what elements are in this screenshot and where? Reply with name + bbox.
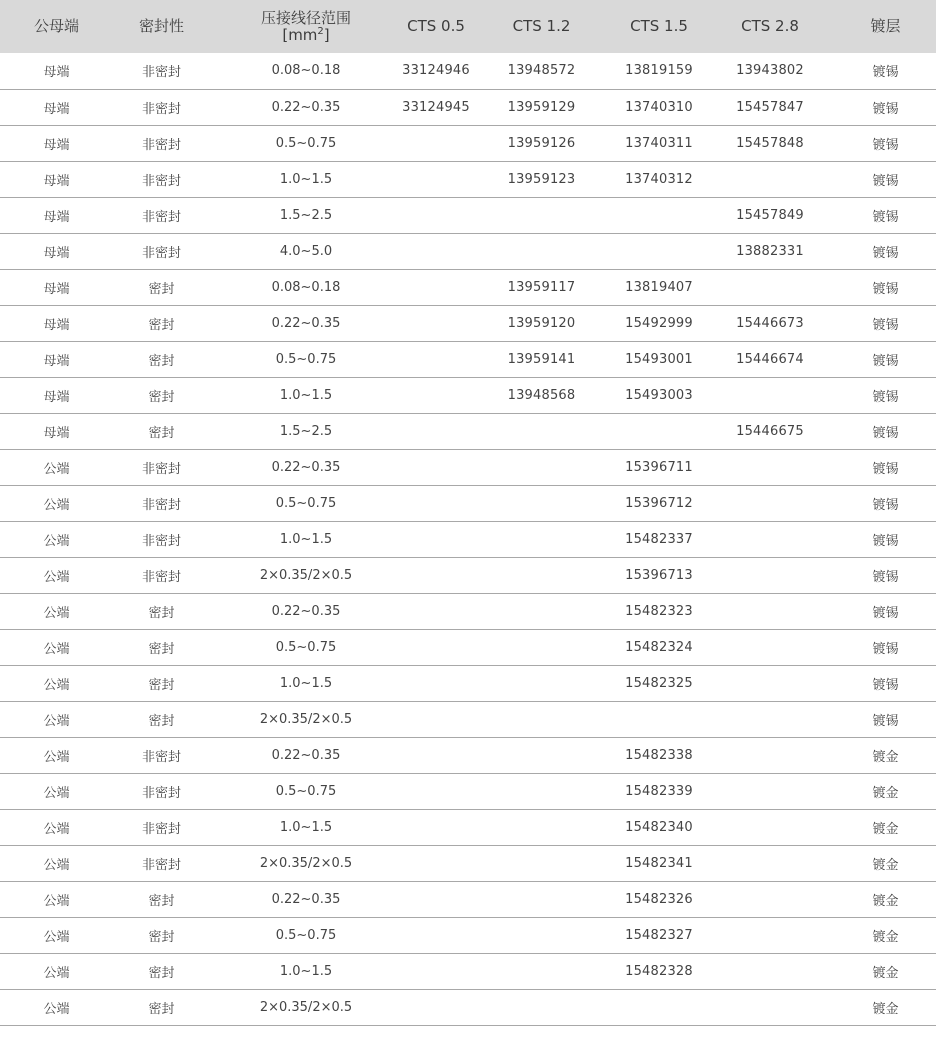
cell-cts-2-8 <box>705 953 835 989</box>
header-crimp-range-label: 压接线径范围 <box>260 8 351 27</box>
table-row <box>0 233 936 269</box>
cell-plating: 镀锡 <box>835 89 936 125</box>
cell-sealing: 非密封 <box>113 809 210 845</box>
cell-gender: 公端 <box>0 917 113 953</box>
cell-plating: 镀锡 <box>835 269 936 305</box>
cell-cts-1-5: 15482340 <box>613 809 705 845</box>
cell-plating: 镀锡 <box>835 53 936 89</box>
cell-cts-0-5 <box>402 485 470 521</box>
cell-gender: 公端 <box>0 737 113 773</box>
cell-crimp-range: 1.0~1.5 <box>210 953 402 989</box>
cell-gender: 母端 <box>0 305 113 341</box>
cell-cts-1-2 <box>470 593 613 629</box>
cell-cts-1-5: 15396713 <box>613 557 705 593</box>
cell-cts-1-2 <box>470 989 613 1025</box>
cell-cts-1-5: 15482323 <box>613 593 705 629</box>
cell-crimp-range: 1.0~1.5 <box>210 521 402 557</box>
cell-cts-1-5: 15482341 <box>613 845 705 881</box>
cell-sealing: 密封 <box>113 305 210 341</box>
table-row <box>0 269 936 305</box>
cell-cts-1-5: 13740312 <box>613 161 705 197</box>
cell-crimp-range: 0.22~0.35 <box>210 881 402 917</box>
cell-plating: 镀锡 <box>835 521 936 557</box>
cell-crimp-range: 0.5~0.75 <box>210 341 402 377</box>
cell-plating: 镀金 <box>835 881 936 917</box>
cell-crimp-range: 2×0.35/2×0.5 <box>210 845 402 881</box>
cell-cts-1-2 <box>470 917 613 953</box>
unit-pre: [mm <box>282 25 318 44</box>
cell-crimp-range: 1.0~1.5 <box>210 377 402 413</box>
cell-sealing: 非密封 <box>113 485 210 521</box>
cell-cts-2-8 <box>705 773 835 809</box>
cell-sealing: 非密封 <box>113 161 210 197</box>
cell-cts-2-8 <box>705 521 835 557</box>
cell-cts-1-2: 13959141 <box>470 341 613 377</box>
header-plating: 镀层 <box>870 17 901 35</box>
table-row <box>0 557 936 593</box>
table-row <box>0 521 936 557</box>
cell-plating: 镀金 <box>835 809 936 845</box>
cell-sealing: 密封 <box>113 881 210 917</box>
cell-cts-0-5 <box>402 917 470 953</box>
table-row <box>0 89 936 125</box>
table-header <box>0 0 936 53</box>
cell-sealing: 非密封 <box>113 773 210 809</box>
cell-cts-1-2: 13959129 <box>470 89 613 125</box>
cell-cts-1-2: 13959126 <box>470 125 613 161</box>
cell-gender: 母端 <box>0 53 113 89</box>
cell-gender: 母端 <box>0 197 113 233</box>
cell-cts-0-5 <box>402 989 470 1025</box>
cell-cts-0-5 <box>402 773 470 809</box>
cell-cts-1-2 <box>470 233 613 269</box>
cell-cts-2-8 <box>705 737 835 773</box>
cell-cts-1-5 <box>613 233 705 269</box>
cell-cts-0-5 <box>402 881 470 917</box>
cell-cts-2-8 <box>705 629 835 665</box>
table-row <box>0 701 936 737</box>
header-cts-2-8: CTS 2.8 <box>741 17 799 35</box>
cell-cts-0-5 <box>402 809 470 845</box>
header-cts-1-5: CTS 1.5 <box>630 17 688 35</box>
cell-cts-1-5: 15482326 <box>613 881 705 917</box>
header-crimp-range <box>210 0 402 53</box>
cell-gender: 公端 <box>0 881 113 917</box>
cell-gender: 公端 <box>0 593 113 629</box>
cell-cts-2-8 <box>705 161 835 197</box>
cell-cts-0-5 <box>402 125 470 161</box>
cell-cts-1-5: 15396712 <box>613 485 705 521</box>
cell-sealing: 密封 <box>113 953 210 989</box>
cell-cts-1-5: 15492999 <box>613 305 705 341</box>
cell-plating: 镀锡 <box>835 233 936 269</box>
cell-sealing: 密封 <box>113 917 210 953</box>
cell-cts-1-2: 13959117 <box>470 269 613 305</box>
cell-cts-1-5: 13740311 <box>613 125 705 161</box>
cell-gender: 母端 <box>0 413 113 449</box>
cell-cts-0-5 <box>402 233 470 269</box>
cell-sealing: 密封 <box>113 269 210 305</box>
cell-cts-1-2 <box>470 485 613 521</box>
header-cts-0-5: CTS 0.5 <box>407 17 465 35</box>
cell-cts-2-8 <box>705 485 835 521</box>
cell-cts-1-2 <box>470 197 613 233</box>
cell-crimp-range: 0.5~0.75 <box>210 485 402 521</box>
cell-crimp-range: 0.22~0.35 <box>210 737 402 773</box>
cell-plating: 镀锡 <box>835 125 936 161</box>
cell-cts-1-2 <box>470 701 613 737</box>
table-row <box>0 917 936 953</box>
table-row <box>0 665 936 701</box>
cell-cts-1-5 <box>613 413 705 449</box>
header-gender: 公母端 <box>33 17 79 35</box>
cell-gender: 公端 <box>0 989 113 1025</box>
cell-cts-0-5 <box>402 341 470 377</box>
cell-crimp-range: 1.5~2.5 <box>210 413 402 449</box>
cell-plating: 镀金 <box>835 737 936 773</box>
cell-cts-2-8 <box>705 269 835 305</box>
cell-plating: 镀锡 <box>835 701 936 737</box>
cell-crimp-range: 1.0~1.5 <box>210 161 402 197</box>
cell-gender: 母端 <box>0 89 113 125</box>
cell-plating: 镀锡 <box>835 557 936 593</box>
cell-sealing: 非密封 <box>113 737 210 773</box>
cell-cts-0-5 <box>402 737 470 773</box>
cell-sealing: 密封 <box>113 989 210 1025</box>
cell-gender: 公端 <box>0 845 113 881</box>
cell-gender: 公端 <box>0 701 113 737</box>
table-row <box>0 809 936 845</box>
cell-cts-1-5: 15482338 <box>613 737 705 773</box>
cell-cts-0-5 <box>402 629 470 665</box>
cell-cts-0-5 <box>402 593 470 629</box>
cell-cts-1-5: 15482328 <box>613 953 705 989</box>
cell-crimp-range: 4.0~5.0 <box>210 233 402 269</box>
table-row <box>0 737 936 773</box>
cell-plating: 镀锡 <box>835 665 936 701</box>
cell-cts-1-2 <box>470 845 613 881</box>
header-cts-1-2: CTS 1.2 <box>512 17 571 35</box>
cell-cts-2-8 <box>705 701 835 737</box>
cell-cts-2-8 <box>705 593 835 629</box>
cell-cts-1-2 <box>470 881 613 917</box>
cell-gender: 母端 <box>0 233 113 269</box>
table-row <box>0 161 936 197</box>
cell-plating: 镀锡 <box>835 305 936 341</box>
cell-cts-2-8: 15457849 <box>705 197 835 233</box>
unit-post: ] <box>323 25 330 44</box>
cell-crimp-range: 0.5~0.75 <box>210 629 402 665</box>
table-row <box>0 881 936 917</box>
cell-cts-1-2: 13959120 <box>470 305 613 341</box>
cell-crimp-range: 0.08~0.18 <box>210 269 402 305</box>
cell-cts-0-5 <box>402 161 470 197</box>
cell-cts-2-8 <box>705 377 835 413</box>
cell-plating: 镀金 <box>835 845 936 881</box>
cell-cts-2-8 <box>705 665 835 701</box>
cell-cts-2-8 <box>705 845 835 881</box>
cell-cts-2-8 <box>705 989 835 1025</box>
header-crimp-range-unit <box>210 27 402 44</box>
table-row <box>0 485 936 521</box>
cell-sealing: 密封 <box>113 701 210 737</box>
cell-cts-2-8: 15446673 <box>705 305 835 341</box>
cell-sealing: 非密封 <box>113 125 210 161</box>
cell-cts-2-8 <box>705 557 835 593</box>
cell-cts-0-5 <box>402 521 470 557</box>
cell-cts-2-8: 15446675 <box>705 413 835 449</box>
cell-plating: 镀锡 <box>835 377 936 413</box>
cell-crimp-range: 0.5~0.75 <box>210 917 402 953</box>
table-row <box>0 629 936 665</box>
cell-cts-0-5 <box>402 197 470 233</box>
table-row <box>0 413 936 449</box>
table-row <box>0 341 936 377</box>
header-row <box>0 0 936 53</box>
cell-crimp-range: 1.0~1.5 <box>210 809 402 845</box>
cell-crimp-range: 0.22~0.35 <box>210 593 402 629</box>
cell-gender: 公端 <box>0 665 113 701</box>
cell-cts-1-2 <box>470 953 613 989</box>
cell-gender: 母端 <box>0 341 113 377</box>
cell-gender: 母端 <box>0 377 113 413</box>
table-row <box>0 449 936 485</box>
cell-cts-1-5: 15396711 <box>613 449 705 485</box>
cell-crimp-range: 0.5~0.75 <box>210 125 402 161</box>
cell-plating: 镀金 <box>835 953 936 989</box>
cell-cts-1-5 <box>613 197 705 233</box>
cell-cts-1-2 <box>470 521 613 557</box>
cell-cts-1-5 <box>613 701 705 737</box>
cell-gender: 公端 <box>0 809 113 845</box>
cell-cts-2-8: 15457848 <box>705 125 835 161</box>
cell-cts-2-8 <box>705 449 835 485</box>
unit-sup: 2 <box>317 25 324 37</box>
cell-cts-0-5 <box>402 305 470 341</box>
cell-crimp-range: 0.22~0.35 <box>210 89 402 125</box>
cell-sealing: 非密封 <box>113 449 210 485</box>
cell-cts-1-2 <box>470 557 613 593</box>
cell-gender: 公端 <box>0 773 113 809</box>
cell-cts-0-5 <box>402 953 470 989</box>
cell-cts-1-2 <box>470 773 613 809</box>
cell-cts-0-5 <box>402 413 470 449</box>
cell-cts-1-5: 13740310 <box>613 89 705 125</box>
cell-cts-1-5: 15482325 <box>613 665 705 701</box>
cell-sealing: 非密封 <box>113 53 210 89</box>
cell-cts-1-2 <box>470 629 613 665</box>
table-row <box>0 53 936 89</box>
cell-cts-2-8: 13943802 <box>705 53 835 89</box>
cell-cts-1-5: 15482337 <box>613 521 705 557</box>
cell-plating: 镀金 <box>835 917 936 953</box>
cell-sealing: 密封 <box>113 341 210 377</box>
cell-cts-2-8 <box>705 881 835 917</box>
cell-cts-0-5 <box>402 665 470 701</box>
cell-cts-1-5: 15493003 <box>613 377 705 413</box>
table-row <box>0 773 936 809</box>
cell-gender: 公端 <box>0 557 113 593</box>
cell-cts-1-5: 13819159 <box>613 53 705 89</box>
cell-gender: 公端 <box>0 449 113 485</box>
cell-cts-2-8: 13882331 <box>705 233 835 269</box>
cell-cts-0-5: 33124946 <box>402 53 470 89</box>
cell-gender: 母端 <box>0 269 113 305</box>
cell-crimp-range: 2×0.35/2×0.5 <box>210 989 402 1025</box>
cell-sealing: 非密封 <box>113 845 210 881</box>
cell-cts-1-5: 15482324 <box>613 629 705 665</box>
cell-crimp-range: 1.5~2.5 <box>210 197 402 233</box>
cell-cts-0-5 <box>402 449 470 485</box>
table-row <box>0 845 936 881</box>
cell-plating: 镀锡 <box>835 485 936 521</box>
cell-sealing: 密封 <box>113 593 210 629</box>
cell-crimp-range: 0.08~0.18 <box>210 53 402 89</box>
cell-crimp-range: 2×0.35/2×0.5 <box>210 557 402 593</box>
cell-crimp-range: 1.0~1.5 <box>210 665 402 701</box>
cell-cts-1-2: 13948568 <box>470 377 613 413</box>
cell-plating: 镀金 <box>835 989 936 1025</box>
cell-gender: 公端 <box>0 953 113 989</box>
cell-sealing: 密封 <box>113 665 210 701</box>
table-row <box>0 197 936 233</box>
cell-crimp-range: 0.22~0.35 <box>210 449 402 485</box>
cell-sealing: 非密封 <box>113 557 210 593</box>
cell-cts-1-2 <box>470 449 613 485</box>
cell-gender: 母端 <box>0 125 113 161</box>
cell-cts-0-5 <box>402 557 470 593</box>
table-body <box>0 53 936 1025</box>
cell-cts-1-5 <box>613 989 705 1025</box>
cell-cts-1-2 <box>470 809 613 845</box>
cell-sealing: 非密封 <box>113 89 210 125</box>
cell-crimp-range: 0.22~0.35 <box>210 305 402 341</box>
cell-cts-1-5: 15493001 <box>613 341 705 377</box>
cell-cts-0-5 <box>402 701 470 737</box>
cell-cts-1-2 <box>470 413 613 449</box>
table-row <box>0 377 936 413</box>
cell-cts-2-8: 15457847 <box>705 89 835 125</box>
cell-cts-1-2: 13948572 <box>470 53 613 89</box>
table-row <box>0 305 936 341</box>
cell-gender: 母端 <box>0 161 113 197</box>
cell-crimp-range: 0.5~0.75 <box>210 773 402 809</box>
cell-plating: 镀锡 <box>835 197 936 233</box>
cell-cts-0-5 <box>402 845 470 881</box>
cell-plating: 镀锡 <box>835 161 936 197</box>
cell-plating: 镀锡 <box>835 593 936 629</box>
cell-cts-1-5: 15482327 <box>613 917 705 953</box>
header-sealing: 密封性 <box>138 17 184 35</box>
cell-plating: 镀锡 <box>835 449 936 485</box>
cell-plating: 镀锡 <box>835 629 936 665</box>
cell-plating: 镀锡 <box>835 341 936 377</box>
cell-cts-0-5: 33124945 <box>402 89 470 125</box>
cell-gender: 公端 <box>0 521 113 557</box>
cell-gender: 公端 <box>0 629 113 665</box>
cell-cts-1-2 <box>470 665 613 701</box>
table-row <box>0 125 936 161</box>
cell-cts-1-2: 13959123 <box>470 161 613 197</box>
cell-sealing: 密封 <box>113 377 210 413</box>
cell-sealing: 非密封 <box>113 197 210 233</box>
cell-sealing: 非密封 <box>113 233 210 269</box>
cell-cts-1-5: 13819407 <box>613 269 705 305</box>
cell-cts-0-5 <box>402 269 470 305</box>
table-row <box>0 989 936 1025</box>
cell-cts-1-5: 15482339 <box>613 773 705 809</box>
cell-sealing: 非密封 <box>113 521 210 557</box>
cell-cts-2-8 <box>705 809 835 845</box>
table-row <box>0 593 936 629</box>
cell-cts-2-8 <box>705 917 835 953</box>
cell-plating: 镀锡 <box>835 413 936 449</box>
cell-plating: 镀金 <box>835 773 936 809</box>
table-row <box>0 953 936 989</box>
cell-cts-1-2 <box>470 737 613 773</box>
cell-sealing: 密封 <box>113 629 210 665</box>
cell-crimp-range: 2×0.35/2×0.5 <box>210 701 402 737</box>
cell-cts-0-5 <box>402 377 470 413</box>
cell-sealing: 密封 <box>113 413 210 449</box>
cell-gender: 公端 <box>0 485 113 521</box>
cell-cts-2-8: 15446674 <box>705 341 835 377</box>
